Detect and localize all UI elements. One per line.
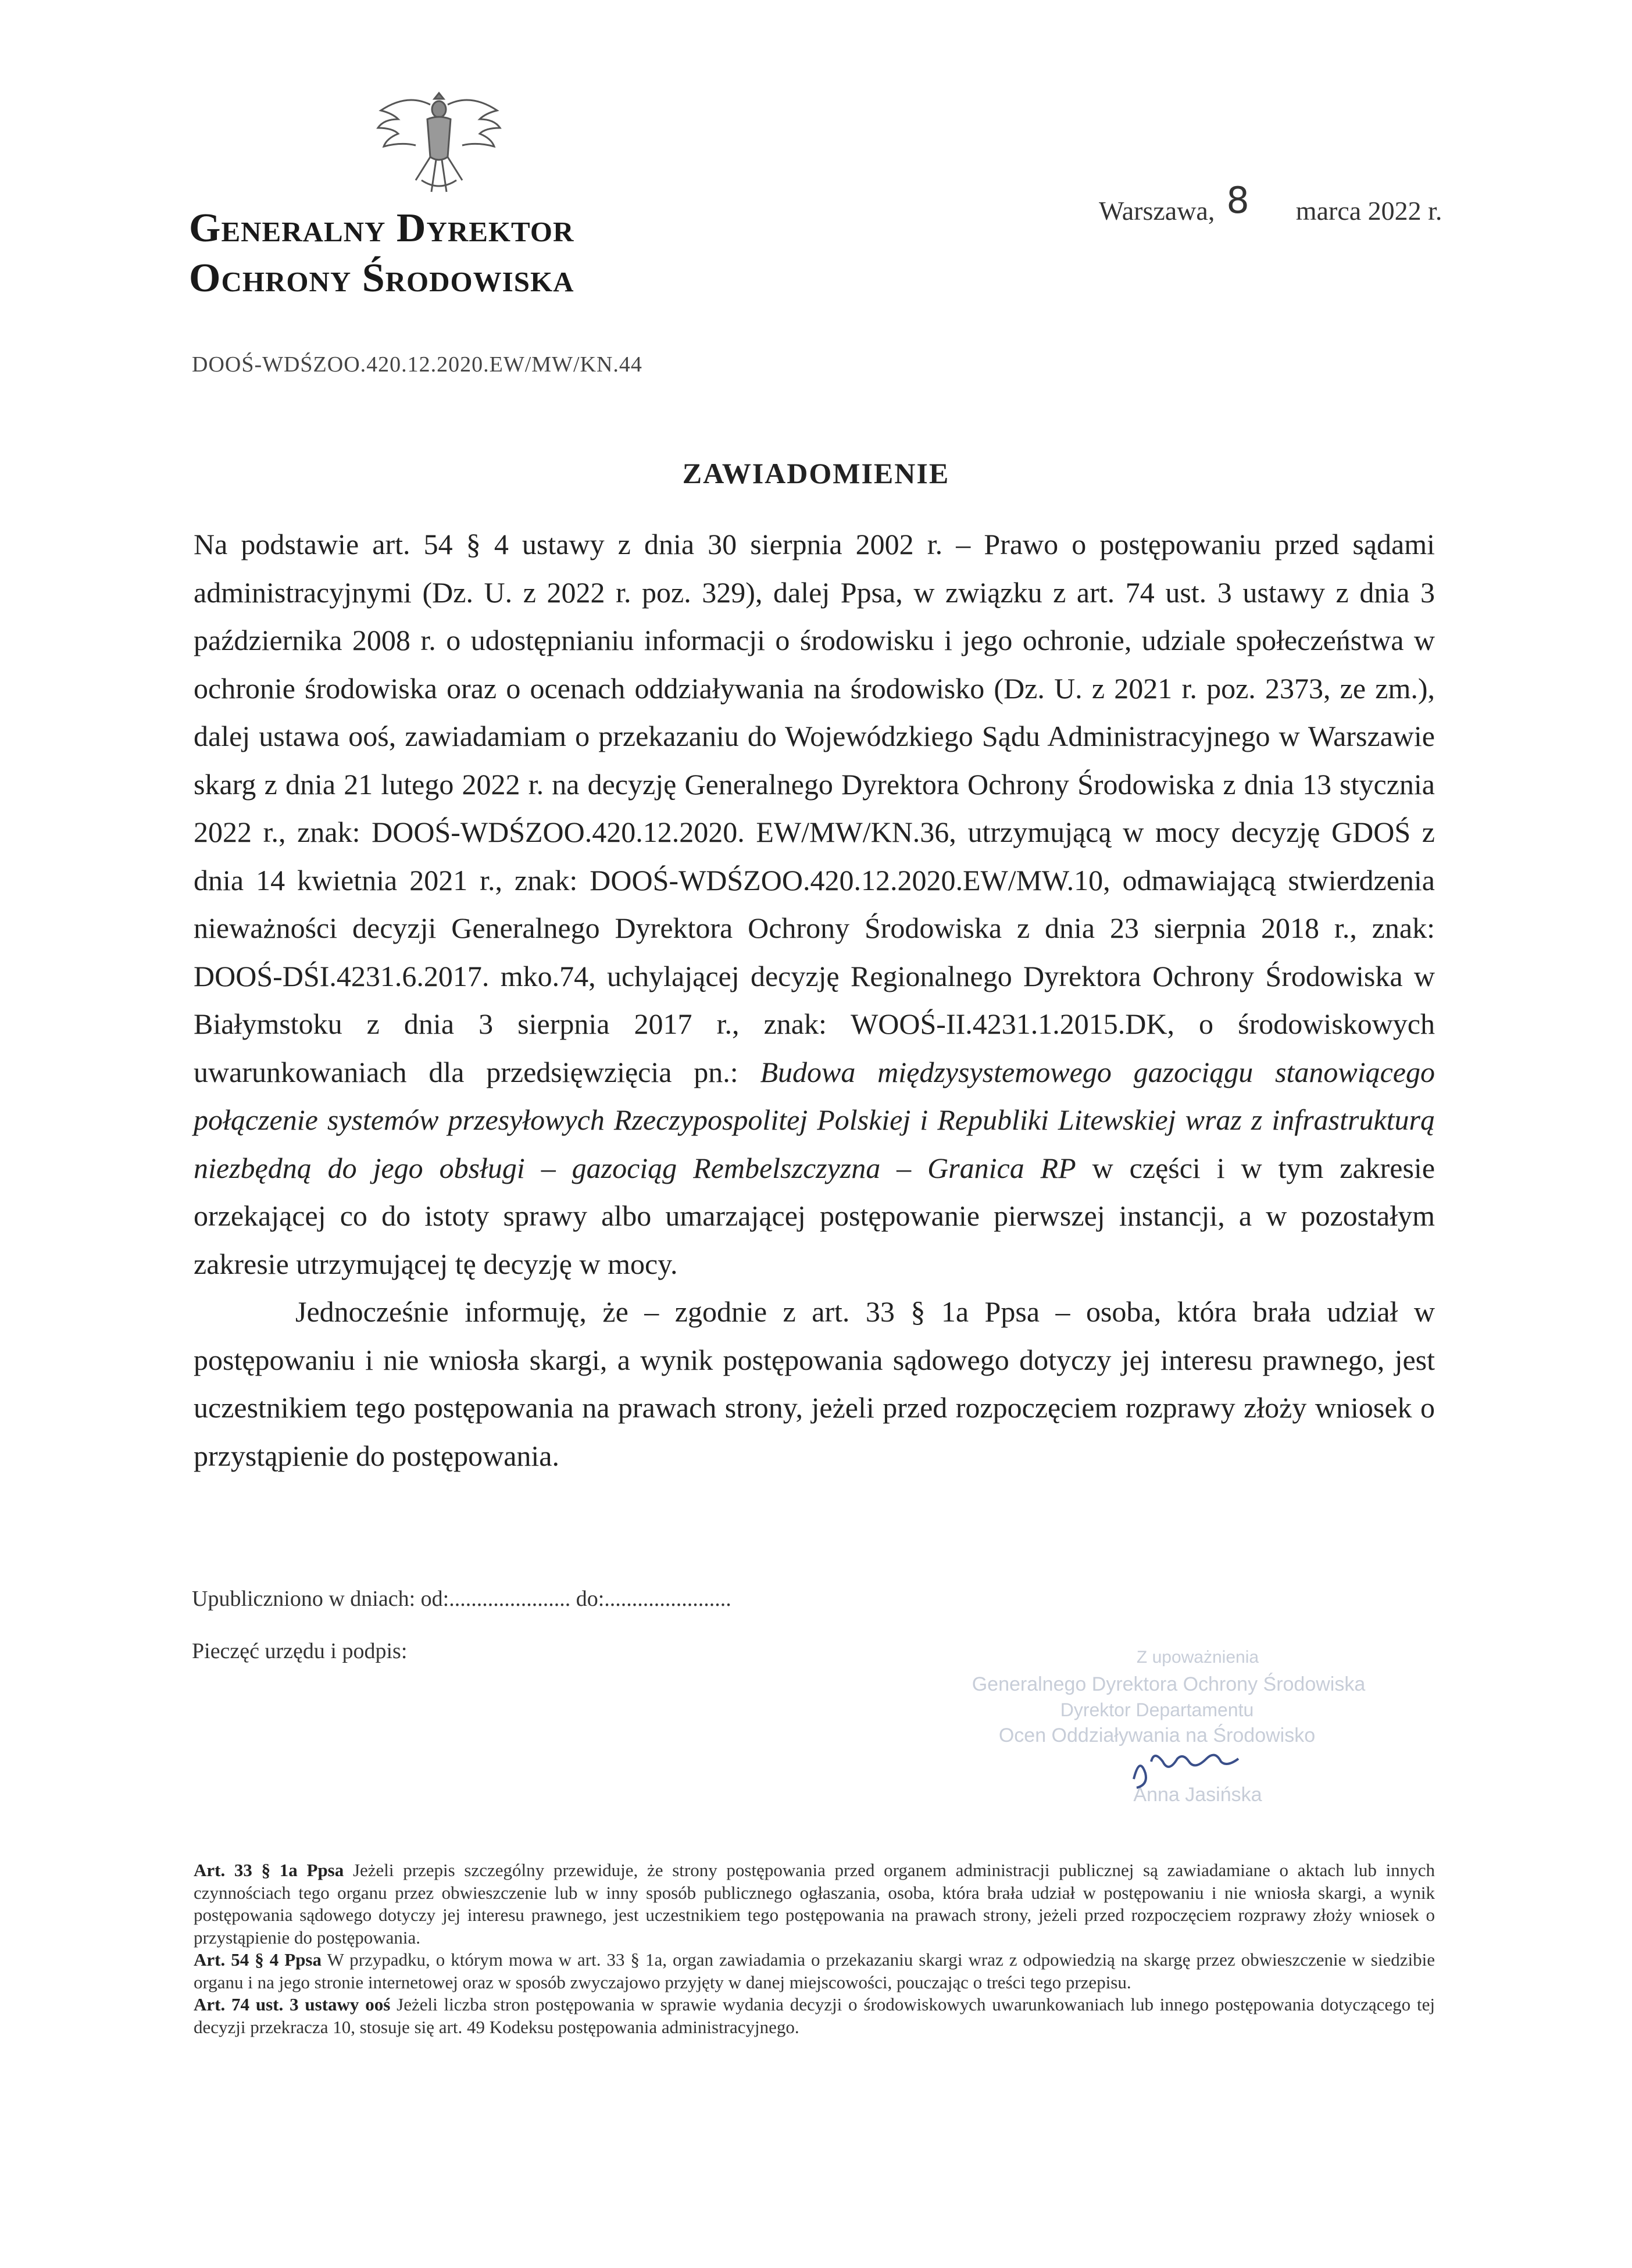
- body-p1-text-end: w części i w tym zakresie orzekającej co do istoty sprawy albo umarzającej postępowanie pierwszej instancji, a w pozostałym zakresie utrzymującej tę decyzję w mocy.: [194, 1151, 1435, 1280]
- stamp-line-4: Ocen Oddziaływania na Środowisko: [998, 1724, 1316, 1746]
- eagle-emblem-icon: [372, 87, 506, 203]
- body-p1-project-name: Budowa międzysystemowego gazociągu stanowiącego połączenie systemów przesyłowych Rzeczypospolitej Polskiej i Republiki Litewskiej wraz z infrastrukturą niezbędną do jego obsługi – gazociąg Rembelszczyzna – Granica RP: [194, 1055, 1435, 1184]
- footnote-1: [194, 1859, 1435, 1949]
- official-stamp: [907, 1645, 1430, 1820]
- stamp-name: Anna Jasińska: [1133, 1784, 1262, 1806]
- footnote-3-label: Art. 74 ust. 3 ustawy ooś: [194, 1994, 391, 2015]
- footnote-2-text: W przypadku, o którym mowa w art. 33 § 1a, organ zawiadamia o przekazaniu skargi wraz z odpowiedzią na skargę przez obwieszczenie w siedzibie organu i na jego stronie internetowej oraz w sposób zwyczajowo przyjęty w danej miejscowości, pouczając o treści tego przepisu.: [194, 1949, 1435, 1992]
- body-paragraph-1: [194, 520, 1435, 1288]
- footnotes: [194, 1859, 1435, 2038]
- date-day: 8: [1226, 179, 1249, 222]
- organization-line-2: Ochrony Środowiska: [189, 256, 574, 301]
- stamp-line-3: Dyrektor Departamentu: [1060, 1699, 1254, 1720]
- body-paragraph-2: Jednocześnie informuję, że – zgodnie z art. 33 § 1a Ppsa – osoba, która brała udział w postępowaniu i nie wniosła skargi, a wynik postępowania sądowego dotyczy jej interesu prawnego, jest uczestnikiem tego postępowania na prawach strony, jeżeli przed rozpoczęciem rozprawy złoży wniosek o przystąpienie do postępowania.: [194, 1295, 1435, 1472]
- footnote-3-text: Jeżeli liczba stron postępowania w sprawie wydania decyzji o środowiskowych uwarunkowaniach lub innego postępowania dotyczącego tej decyzji przekracza 10, stosuje się art. 49 Kodeksu postępowania administracyjnego.: [194, 1994, 1435, 2037]
- footnote-2: [194, 1949, 1435, 1994]
- footnote-1-label: Art. 33 § 1a Ppsa: [194, 1860, 344, 1880]
- seal-label: Pieczęć urzędu i podpis:: [192, 1639, 408, 1663]
- date-prefix: Warszawa,: [1099, 196, 1215, 226]
- reference-number: DOOŚ-WDŚZOO.420.12.2020.EW/MW/KN.44: [192, 352, 642, 377]
- signature: [1134, 1755, 1238, 1788]
- date-suffix: marca 2022 r.: [1295, 196, 1442, 226]
- stamp-line-2: Generalnego Dyrektora Ochrony Środowiska: [972, 1673, 1366, 1695]
- stamp-line-1: Z upoważnienia: [1136, 1648, 1259, 1667]
- body-p1-text: Na podstawie art. 54 § 4 ustawy z dnia 30 sierpnia 2002 r. – Prawo o postępowaniu przed sądami administracyjnymi (Dz. U. z 2022 r. poz. 329), dalej Ppsa, w związku z art. 74 ust. 3 ustawy z dnia 3 października 2008 r. o udostępnianiu informacji o środowisku i jego ochronie, udziale społeczeństwa w ochronie środowiska oraz o ocenach oddziaływania na środowisko (Dz. U. z 2021 r. poz. 2373, ze zm.), dalej ustawa ooś, zawiadamiam o przekazaniu do Wojewódzkiego Sądu Administracyjnego w Warszawie skarg z dnia 21 lutego 2022 r. na decyzję Generalnego Dyrektora Ochrony Środowiska z dnia 13 stycznia 2022 r., znak: DOOŚ-WDŚZOO.420.12.2020. EW/MW/KN.36, utrzymującą w mocy decyzję GDOŚ z dnia 14 kwietnia 2021 r., znak: DOOŚ-WDŚZOO.420.12.2020.EW/MW.10, odmawiającą stwierdzenia nieważności decyzji Generalnego Dyrektora Ochrony Środowiska z dnia 23 sierpnia 2018 r., znak: DOOŚ-DŚI.4231.6.2017. mko.74, uchylającej decyzję Regionalnego Dyrektora Ochrony Środowiska w Białymstoku z dnia 3 sierpnia 2017 r., znak: WOOŚ-II.4231.1.2015.DK, o środowiskowych uwarunkowaniach dla przedsięwzięcia pn.:: [194, 528, 1435, 1088]
- organization-name: [189, 203, 574, 303]
- footnote-2-label: Art. 54 § 4 Ppsa: [194, 1949, 322, 1970]
- document-title: ZAWIADOMIENIE: [682, 457, 950, 490]
- publication-dates: Upubliczniono w dniach: od:...................... do:.......................: [192, 1587, 731, 1611]
- organization-line-1: Generalny Dyrektor: [189, 206, 574, 251]
- footnote-1-text: Jeżeli przepis szczególny przewiduje, że strony postępowania przed organem administracji publicznej są zawiadamiane o aktach lub innych czynnościach tego organu przez obwieszczenie lub w inny sposób publicznego ogłaszania, osoba, która brała udział w postępowaniu i nie wniosła skargi, a wynik postępowania sądowego dotyczy jej interesu prawnego, jest uczestnikiem tego postępowania na prawach strony, jeżeli przed rozpoczęciem rozprawy złoży wniosek o przystąpienie do postępowania.: [194, 1860, 1435, 1948]
- document-body: [194, 520, 1435, 1480]
- document-date: [1099, 179, 1442, 228]
- footnote-3: [194, 1994, 1435, 2038]
